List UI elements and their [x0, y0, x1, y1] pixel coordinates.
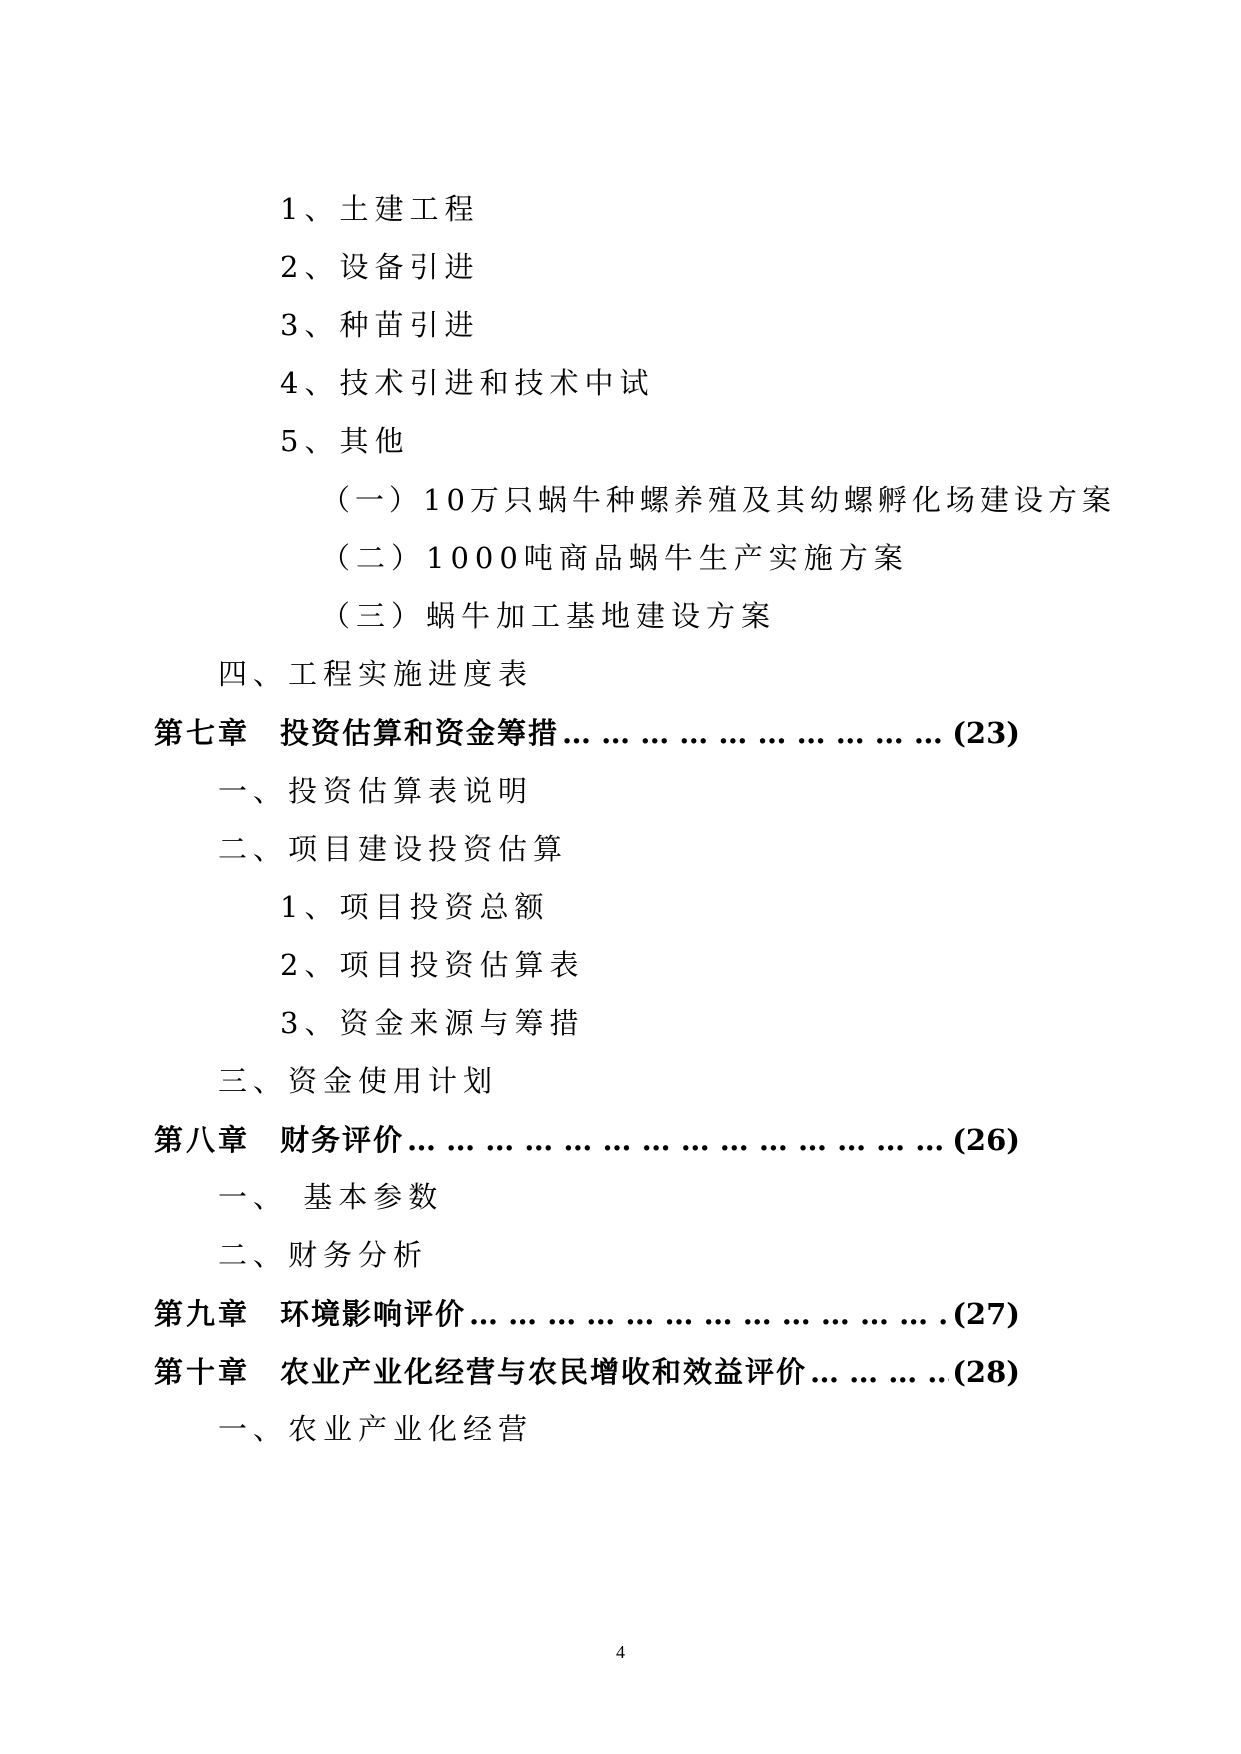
toc-entry: 4、技术引进和技术中试 — [280, 366, 655, 400]
chapter-page-ref: (28) — [952, 1355, 1020, 1389]
page-number: 4 — [616, 1642, 625, 1662]
chapter-page-ref: (27) — [952, 1297, 1020, 1331]
toc-entry: 2、设备引进 — [280, 250, 480, 284]
chapter-title: 财务评价 — [280, 1123, 405, 1157]
toc-entry: 二、财务分析 — [218, 1238, 429, 1272]
toc-entry: （二）1000吨商品蜗牛生产实施方案 — [321, 541, 909, 575]
toc-chapter-10[interactable] — [154, 1349, 1020, 1395]
chapter-title: 投资估算和资金筹措 — [280, 716, 560, 750]
toc-entry: 3、资金来源与筹措 — [280, 1006, 585, 1040]
chapter-number: 第八章 — [154, 1123, 251, 1157]
toc-entry: 一、农业产业化经营 — [218, 1412, 534, 1446]
dot-leader — [810, 1349, 949, 1395]
dot-leader — [469, 1291, 949, 1337]
chapter-number: 第十章 — [154, 1355, 251, 1389]
toc-entry: 四、工程实施进度表 — [218, 657, 534, 691]
dot-leader — [562, 710, 949, 756]
toc-entry: （三）蜗牛加工基地建设方案 — [321, 599, 777, 633]
toc-chapter-9[interactable] — [154, 1291, 1020, 1337]
toc-chapter-8[interactable] — [154, 1117, 1020, 1163]
chapter-title: 农业产业化经营与农民增收和效益评价 — [280, 1355, 808, 1389]
toc-entry: 5、其他 — [280, 424, 410, 458]
toc-entry: 二、项目建设投资估算 — [218, 832, 569, 866]
chapter-title: 环境影响评价 — [280, 1297, 467, 1331]
toc-entry: 1、项目投资总额 — [280, 890, 550, 924]
toc-entry: 三、资金使用计划 — [218, 1064, 499, 1098]
toc-entry: 一、 基本参数 — [218, 1180, 444, 1214]
toc-entry: 2、项目投资估算表 — [280, 948, 585, 982]
toc-entry: 3、种苗引进 — [280, 308, 480, 342]
toc-entry: 1、土建工程 — [280, 192, 480, 226]
chapter-page-ref: (26) — [952, 1123, 1020, 1157]
chapter-page-ref: (23) — [952, 716, 1020, 750]
toc-entry: （一）10万只蜗牛种螺养殖及其幼螺孵化场建设方案 — [321, 483, 1116, 517]
toc-chapter-7[interactable] — [154, 710, 1020, 756]
chapter-number: 第九章 — [154, 1297, 251, 1331]
toc-entry: 一、投资估算表说明 — [218, 774, 534, 808]
chapter-number: 第七章 — [154, 716, 251, 750]
dot-leader — [407, 1117, 949, 1163]
